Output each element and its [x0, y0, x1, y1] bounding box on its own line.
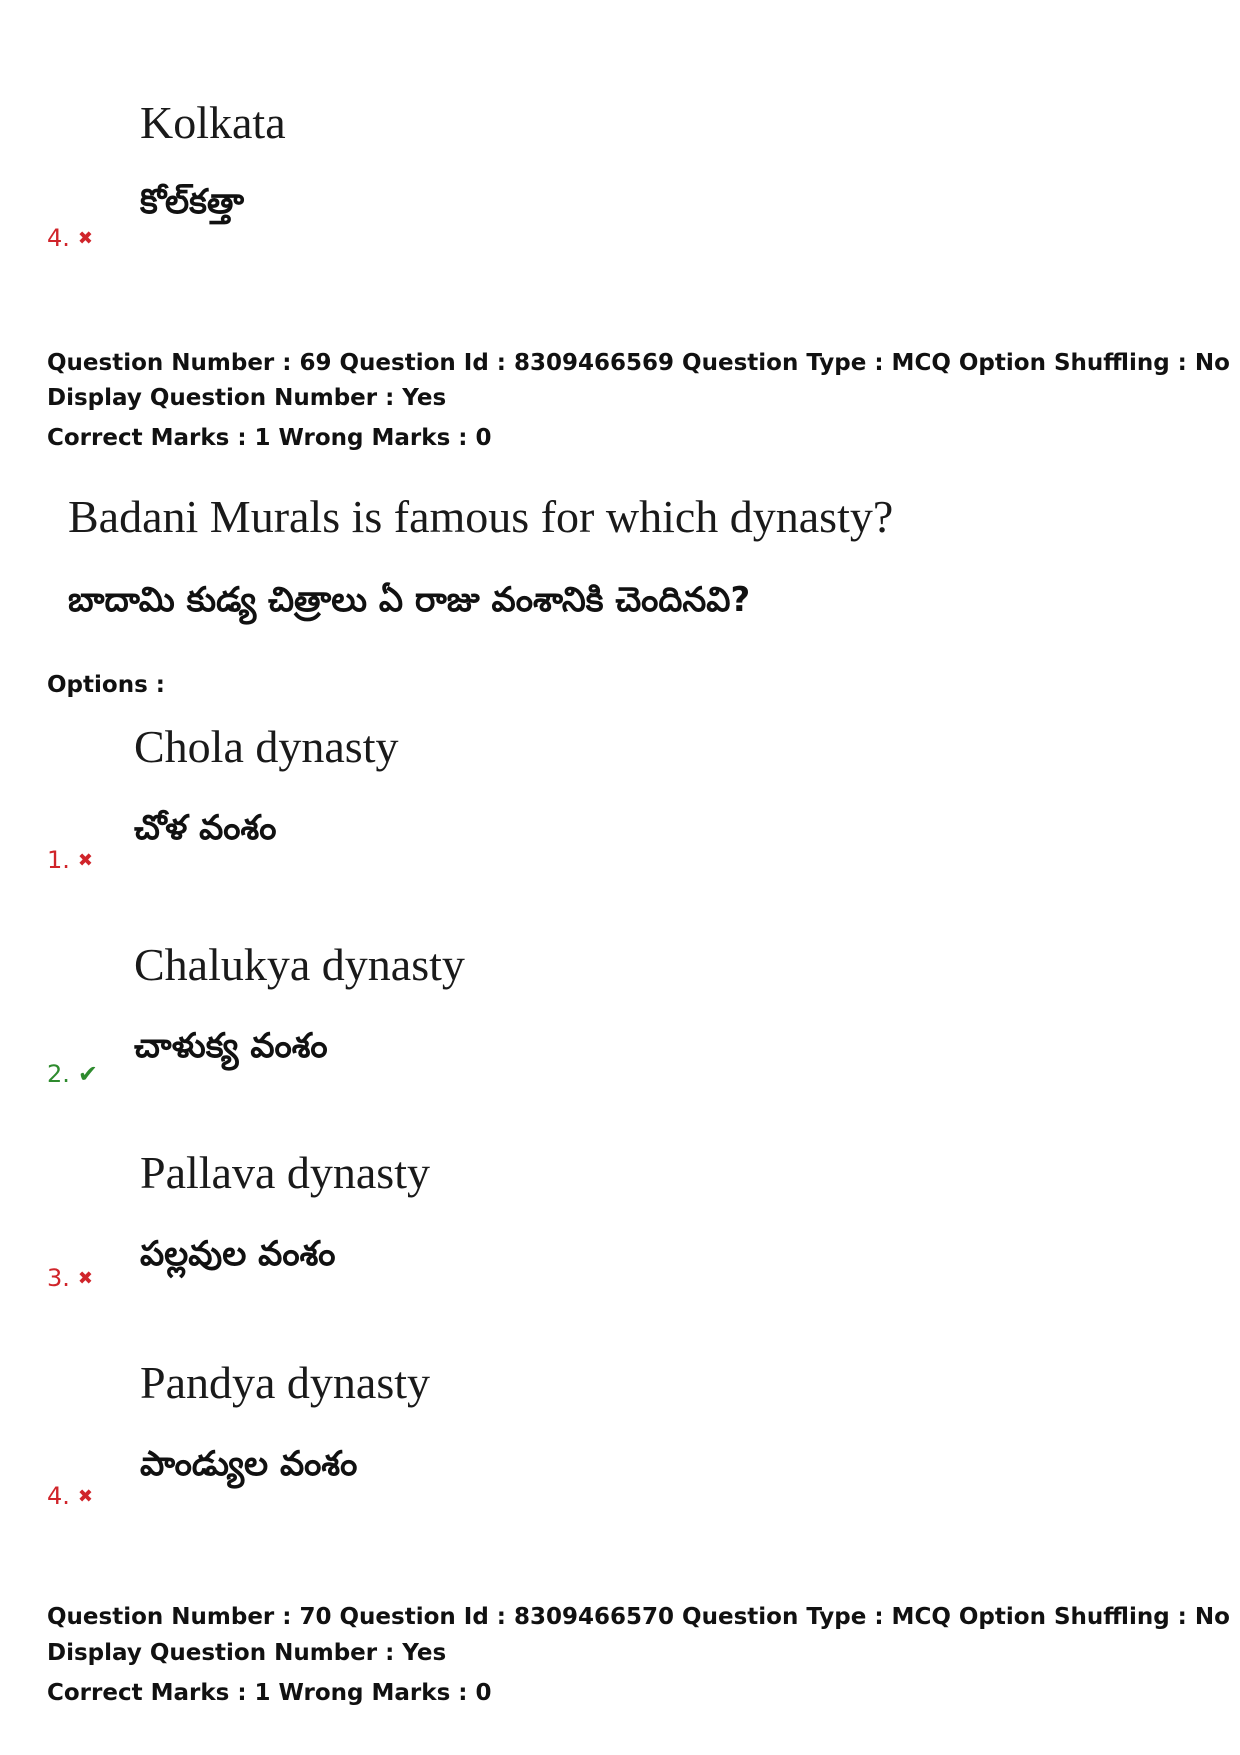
option-1-telugu: చోళ వంశం	[134, 808, 277, 848]
option-2-number: 2. ✔	[47, 1060, 99, 1088]
q69-meta-line1: Question Number : 69 Question Id : 8309466569 Question Type : MCQ Option Shuffling : No	[47, 350, 1230, 376]
options-label: Options :	[47, 672, 165, 698]
option-2-telugu: చాళుక్య వంశం	[134, 1026, 328, 1066]
cross-icon: ✖	[77, 850, 93, 871]
option-1-number: 1. ✖	[47, 846, 93, 874]
prev-option-4-english: Kolkata	[140, 97, 286, 148]
option-4-number: 4. ✖	[47, 1482, 93, 1510]
cross-icon: ✖	[77, 1268, 93, 1289]
q70-meta-line1: Question Number : 70 Question Id : 8309466570 Question Type : MCQ Option Shuffling : No	[47, 1604, 1230, 1630]
option-2-english: Chalukya dynasty	[134, 939, 465, 990]
q69-meta-line3: Correct Marks : 1 Wrong Marks : 0	[47, 425, 492, 451]
q69-meta-line2: Display Question Number : Yes	[47, 385, 447, 411]
cross-icon: ✖	[77, 1486, 93, 1507]
option-4-english: Pandya dynasty	[140, 1357, 431, 1408]
option-3-english: Pallava dynasty	[140, 1147, 430, 1198]
option-3-number: 3. ✖	[47, 1264, 93, 1292]
cross-icon: ✖	[77, 228, 93, 249]
prev-option-4-telugu: కోల్‌కత్తా	[140, 182, 245, 222]
option-3-telugu: పల్లవుల వంశం	[140, 1234, 336, 1274]
q69-question-telugu: బాదామి కుడ్య చిత్రాలు ఏ రాజు వంశానికి చెందినవి?	[68, 580, 751, 620]
q70-meta-line3: Correct Marks : 1 Wrong Marks : 0	[47, 1680, 492, 1706]
prev-option-4-number: 4. ✖	[47, 224, 93, 252]
check-icon: ✔	[77, 1060, 99, 1088]
option-1-english: Chola dynasty	[134, 721, 399, 772]
q70-meta-line2: Display Question Number : Yes	[47, 1640, 447, 1666]
q69-question-english: Badani Murals is famous for which dynasty?	[68, 491, 894, 542]
option-4-telugu: పాండ్యుల వంశం	[140, 1444, 358, 1484]
